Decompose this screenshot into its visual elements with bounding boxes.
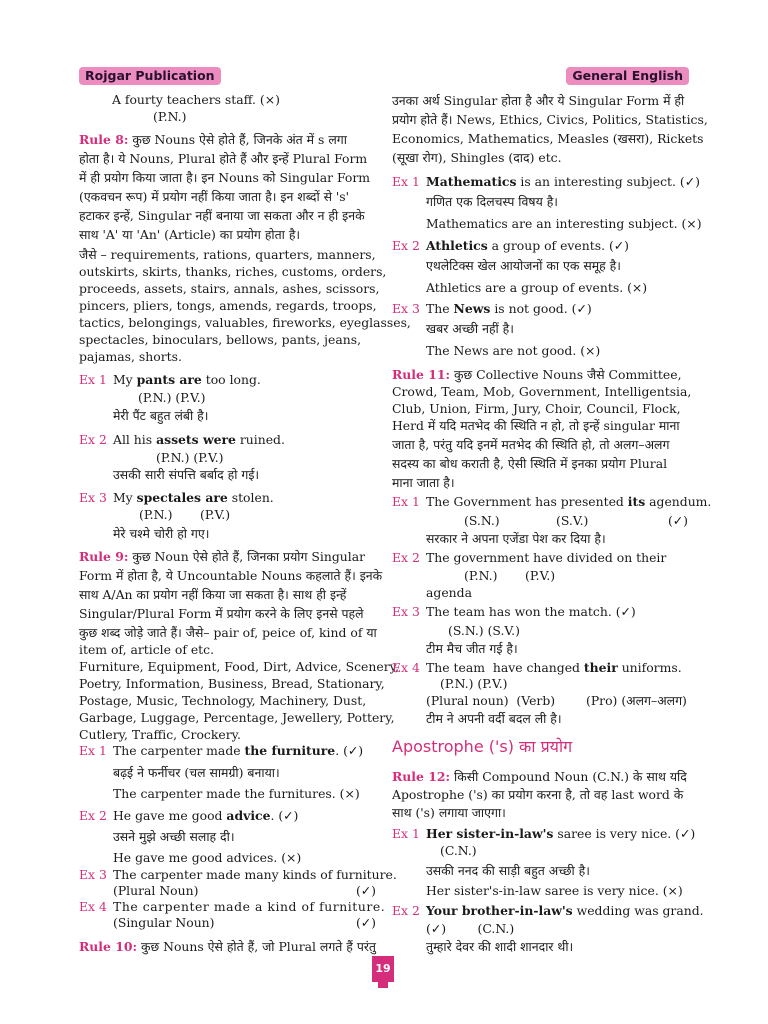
text-line: प्रयोग होते हैं। News, Ethics, Civics, Politics, Statistics, — [392, 112, 708, 127]
hindi-line: मेरे चश्मे चोरी हो गए। — [113, 526, 210, 541]
wrong-line: The carpenter made the furnitures. (×) — [113, 786, 360, 801]
example — [392, 493, 711, 510]
text-span: The Government has presented — [426, 494, 628, 509]
text-span: The team have changed — [426, 660, 584, 675]
text-span: agendum. — [645, 494, 712, 509]
text-line: Economics, Mathematics, Measles (खसरा), Rickets — [392, 131, 704, 146]
text-line: Herd में यदि मतभेद की स्थिति न हो, तो इन्हें singular माना — [392, 418, 680, 433]
text-line: pajamas, shorts. — [79, 349, 182, 364]
rule-tag: Rule 12: — [392, 769, 451, 784]
text-span: is not good. (✓) — [490, 301, 592, 316]
bold-span: assets were — [156, 432, 236, 447]
rule-tag: Rule 10: — [79, 939, 138, 954]
rule-tag: Rule 8: — [79, 132, 129, 147]
example — [79, 807, 298, 824]
text-span: uniforms. — [617, 660, 682, 675]
note-line: (Singular Noun) — [113, 915, 215, 930]
rule-text: कुछ Noun ऐसे होते हैं, जिनका प्रयोग Singular — [132, 549, 366, 564]
rule-8 — [79, 131, 378, 148]
example-tag: Ex 1 — [392, 494, 420, 509]
text-span: The — [426, 301, 454, 316]
pos-label: (S.N.) — [464, 513, 500, 528]
text-line: (P.N.) — [153, 109, 187, 124]
text-span: The team has won the match. (✓) — [426, 604, 636, 619]
text-line: Singular/Plural Form में प्रयोग करने के लिए इनसे पहले — [79, 606, 364, 621]
text-line: pincers, pliers, tongs, amends, regards, troops, — [79, 298, 377, 313]
rule-tag: Rule 11: — [392, 367, 451, 382]
text-span: saree is very nice. (✓) — [553, 826, 696, 841]
note-line: (Plural Noun) — [113, 883, 199, 898]
rule-text: कुछ Nouns ऐसे होते हैं, जिनके अंत में s लगा — [132, 132, 347, 147]
text-span: a group of events. (✓) — [487, 238, 629, 253]
text-line: proceeds, assets, stairs, annals, ashes, scissors, — [79, 281, 380, 296]
page-number-tab — [378, 982, 388, 988]
text-span: wedding was grand. — [572, 903, 704, 918]
text-line: spectacles, binoculars, bellows, pants, jeans, — [79, 332, 362, 347]
pos-label: (S.V.) — [556, 513, 589, 528]
text-line: tactics, belongings, valuables, fireworks, eyeglasses, — [79, 315, 411, 330]
text-line: Poetry, Information, Business, Bread, Stationary, — [79, 676, 385, 691]
rule-text: कुछ Collective Nouns जैसे Committee, — [453, 367, 682, 382]
text-span: The carpenter made — [113, 743, 245, 758]
bold-span: its — [627, 494, 646, 509]
example-tag: Ex 3 — [392, 301, 420, 316]
example — [392, 173, 700, 190]
text-line: item of, article of etc. — [79, 642, 215, 657]
note-line: (Plural noun) (Verb) — [426, 693, 556, 708]
hindi-line: खबर अच्छी नहीं है। — [426, 321, 514, 336]
page-number: 19 — [372, 956, 394, 982]
text-line: Apostrophe ('s) का प्रयोग करना है, तो वह last word के — [392, 787, 684, 802]
wrong-line: Mathematics are an interesting subject. (×) — [426, 216, 702, 231]
example-tag: Ex 1 — [392, 174, 420, 189]
rule-tag: Rule 9: — [79, 549, 129, 564]
text-line: Form में होता है, ये Uncountable Nouns कहलाते हैं। इनके — [79, 568, 383, 583]
example-tag: Ex 3 — [79, 867, 107, 882]
example-tag: Ex 2 — [392, 238, 420, 253]
text-span: . (✓) — [335, 743, 364, 758]
bold-span: spectales are — [136, 490, 228, 505]
text-line: कुछ शब्द जोड़े जाते हैं। जैसे– pair of, peice of, kind of या — [79, 625, 377, 640]
example — [392, 825, 695, 842]
hindi-line: मेरी पैंट बहुत लंबी है। — [113, 408, 209, 423]
pos-label: (P.N.) (P.V.) — [440, 676, 508, 691]
wrong-line: The News are not good. (×) — [426, 343, 601, 358]
example-tag: Ex 2 — [392, 550, 420, 565]
section-heading: Apostrophe ('s) का प्रयोग — [392, 737, 573, 756]
text-line: (एकवचन रूप) में प्रयोग नहीं किया जाता है। इन शब्दों से 's' — [79, 189, 350, 204]
example — [392, 902, 704, 919]
pos-label: (✓) (C.N.) — [426, 921, 515, 936]
text-span: The government have divided on their — [426, 550, 667, 565]
hindi-line: तुम्हारे देवर की शादी शानदार थी। — [426, 939, 574, 954]
text-span: too long. — [201, 372, 261, 387]
example — [79, 431, 285, 448]
pos-label: (P.N.) (P.V.) — [139, 507, 231, 522]
hindi-line: गणित एक दिलचस्प विषय है। — [426, 194, 558, 209]
example — [79, 489, 274, 506]
rule-11 — [392, 366, 690, 383]
text-line: outskirts, skirts, thanks, riches, customs, orders, — [79, 264, 387, 279]
example — [79, 866, 397, 883]
text-span: My — [113, 490, 137, 505]
pos-label: (P.N.) (P.V.) — [138, 390, 206, 405]
bold-span: the furniture — [244, 743, 336, 758]
text-line: Furniture, Equipment, Food, Dirt, Advice, Scenery, — [79, 659, 399, 674]
hindi-line: टीम ने अपनी वर्दी बदल ली है। — [426, 711, 562, 726]
rule-text: किसी Compound Noun (C.N.) के साथ यदि — [453, 769, 687, 784]
pos-label: (P.N.) (P.V.) — [156, 450, 224, 465]
bold-span: Your brother-in-law's — [426, 903, 573, 918]
text-line: में ही प्रयोग किया जाता है। इन Nouns को Singular Form — [79, 170, 371, 185]
text-span: . (✓) — [270, 808, 299, 823]
text-line: साथ ('s) लगाया जाएगा। — [392, 805, 506, 820]
text-line: Postage, Music, Technology, Machinery, Dust, — [79, 693, 367, 708]
example — [392, 603, 636, 620]
example-tag: Ex 1 — [79, 743, 107, 758]
publisher-label: Rojgar Publication — [79, 67, 221, 85]
example — [392, 300, 592, 317]
rule-12 — [392, 768, 690, 785]
text-line: Crowd, Team, Mob, Government, Intelligentsia, — [392, 384, 692, 399]
text-span: All his — [113, 432, 157, 447]
bold-span: Mathematics — [426, 174, 517, 189]
example — [392, 237, 629, 254]
bold-span: advice — [226, 808, 271, 823]
text-line: होता है। ये Nouns, Plural होते हैं और इन्हें Plural Form — [79, 151, 368, 166]
text-span: He gave me good — [113, 808, 227, 823]
example-tag: Ex 1 — [392, 826, 420, 841]
wrong-line: Athletics are a group of events. (×) — [426, 280, 648, 295]
example-tag: Ex 2 — [392, 903, 420, 918]
example — [79, 898, 385, 915]
check-mark: (✓) — [667, 513, 688, 528]
example-tag: Ex 2 — [79, 432, 107, 447]
check-mark: (✓) — [355, 883, 376, 898]
bold-span: News — [453, 301, 491, 316]
pos-label: (P.N.) (P.V.) — [464, 568, 556, 583]
wrong-line: He gave me good advices. (×) — [113, 850, 302, 865]
bold-span: pants are — [136, 372, 202, 387]
text-span: ruined. — [235, 432, 285, 447]
hindi-line: सरकार ने अपना एजेंडा पेश कर दिया है। — [426, 531, 606, 546]
text-line: साथ A/An का प्रयोग नहीं किया जा सकता है। साथ ही इन्हें — [79, 587, 347, 602]
text-line: Cutlery, Traffic, Crockery. — [79, 727, 241, 742]
text-span: My — [113, 372, 137, 387]
text-span: The carpenter made a kind of furniture. — [113, 899, 386, 914]
rule-9 — [79, 548, 378, 565]
text-line: जाता है, परंतु यदि इनमें मतभेद की स्थिति हो, तो अलग–अलग — [392, 437, 670, 452]
text-line: agenda — [426, 585, 472, 600]
text-span: stolen. — [227, 490, 274, 505]
example — [392, 659, 682, 676]
example-tag: Ex 2 — [79, 808, 107, 823]
rule-text: कुछ Nouns ऐसे होते हैं, जो Plural लगते हैं परंतु — [140, 939, 376, 954]
rule-10 — [79, 938, 378, 955]
note-line: (Pro) (अलग–अलग) — [586, 693, 687, 708]
example — [79, 371, 261, 388]
example-tag: Ex 3 — [79, 490, 107, 505]
hindi-line: एथलेटिक्स खेल आयोजनों का एक समूह है। — [426, 258, 621, 273]
hindi-line: उसने मुझे अच्छी सलाह दी। — [113, 829, 235, 844]
text-span: is an interesting subject. (✓) — [516, 174, 700, 189]
subject-label: General English — [566, 67, 689, 85]
example-tag: Ex 4 — [79, 899, 107, 914]
hindi-line: उसकी ननद की साड़ी बहुत अच्छी है। — [426, 863, 590, 878]
example-tag: Ex 1 — [79, 372, 107, 387]
example — [392, 549, 666, 566]
text-line: जैसे – requirements, rations, quarters, manners, — [79, 247, 376, 262]
hindi-line: बढ़ई ने फर्नीचर (चल सामग्री) बनाया। — [113, 765, 280, 780]
example-tag: Ex 3 — [392, 604, 420, 619]
bold-span: their — [583, 660, 618, 675]
text-line: A fourty teachers staff. (×) — [112, 92, 280, 107]
text-line: (सूखा रोग), Shingles (दाद) etc. — [392, 150, 562, 165]
text-line: हटाकर इन्हें, Singular नहीं बनाया जा सकता और न ही इनके — [79, 208, 365, 223]
text-line: Garbage, Luggage, Percentage, Jewellery, Pottery, — [79, 710, 395, 725]
pos-label: (C.N.) — [440, 843, 477, 858]
bold-span: Athletics — [426, 238, 488, 253]
text-line: माना जाता है। — [392, 475, 455, 490]
example — [79, 742, 363, 759]
text-span: The carpenter made many kinds of furniture. — [113, 867, 397, 882]
text-line: Club, Union, Firm, Jury, Choir, Council, Flock, — [392, 401, 681, 416]
text-line: उनका अर्थ Singular होता है और ये Singular Form में ही — [392, 93, 685, 108]
example-tag: Ex 4 — [392, 660, 420, 675]
bold-span: Her sister-in-law's — [426, 826, 554, 841]
check-mark: (✓) — [355, 915, 376, 930]
wrong-line: Her sister's-in-law saree is very nice. (×) — [426, 883, 683, 898]
pos-label: (S.N.) (S.V.) — [448, 623, 520, 638]
hindi-line: उसकी सारी संपत्ति बर्बाद हो गई। — [113, 467, 260, 482]
text-line: साथ 'A' या 'An' (Article) का प्रयोग होता है। — [79, 227, 301, 242]
text-line: सदस्य का बोध कराती है, ऐसी स्थिति में इनका प्रयोग Plural — [392, 456, 668, 471]
hindi-line: टीम मैच जीत गई है। — [426, 641, 518, 656]
